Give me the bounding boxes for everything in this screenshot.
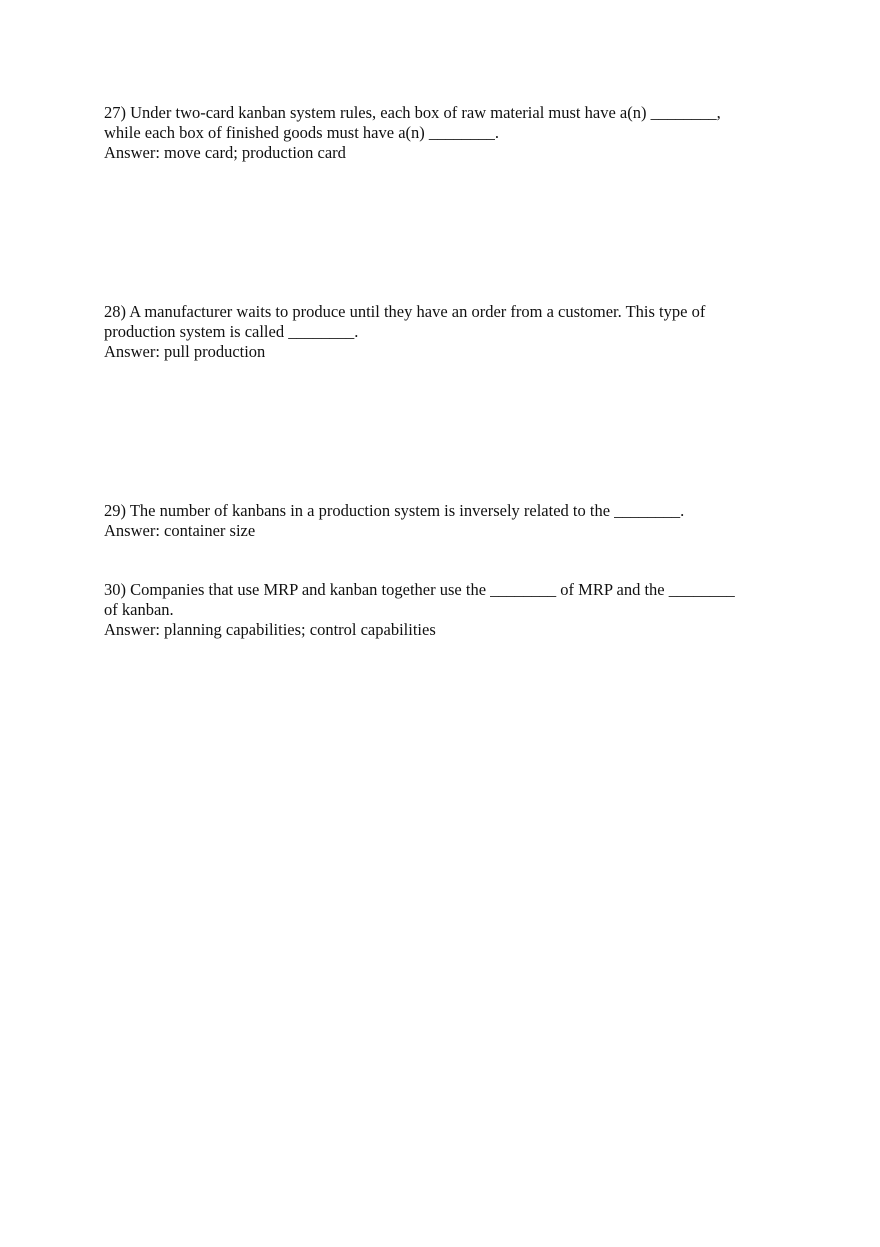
question-text-line: 28) A manufacturer waits to produce until they have an order from a customer. This type of <box>104 302 706 321</box>
question-text-line: of kanban. <box>104 600 174 619</box>
answer-text: Answer: planning capabilities; control capabilities <box>104 620 436 639</box>
answer-text: Answer: pull production <box>104 342 266 361</box>
question-28 <box>104 302 784 362</box>
question-text-line: 29) The number of kanbans in a production system is inversely related to the ________. <box>104 501 685 520</box>
question-text-line: 27) Under two-card kanban system rules, each box of raw material must have a(n) ________, <box>104 103 721 122</box>
question-27 <box>104 103 784 163</box>
question-text-line: production system is called ________. <box>104 322 359 341</box>
question-30 <box>104 580 784 640</box>
question-text-line: while each box of finished goods must have a(n) ________. <box>104 123 500 142</box>
question-29 <box>104 501 784 541</box>
answer-text: Answer: move card; production card <box>104 143 346 162</box>
question-text-line: 30) Companies that use MRP and kanban together use the ________ of MRP and the ________ <box>104 580 735 599</box>
answer-text: Answer: container size <box>104 521 256 540</box>
